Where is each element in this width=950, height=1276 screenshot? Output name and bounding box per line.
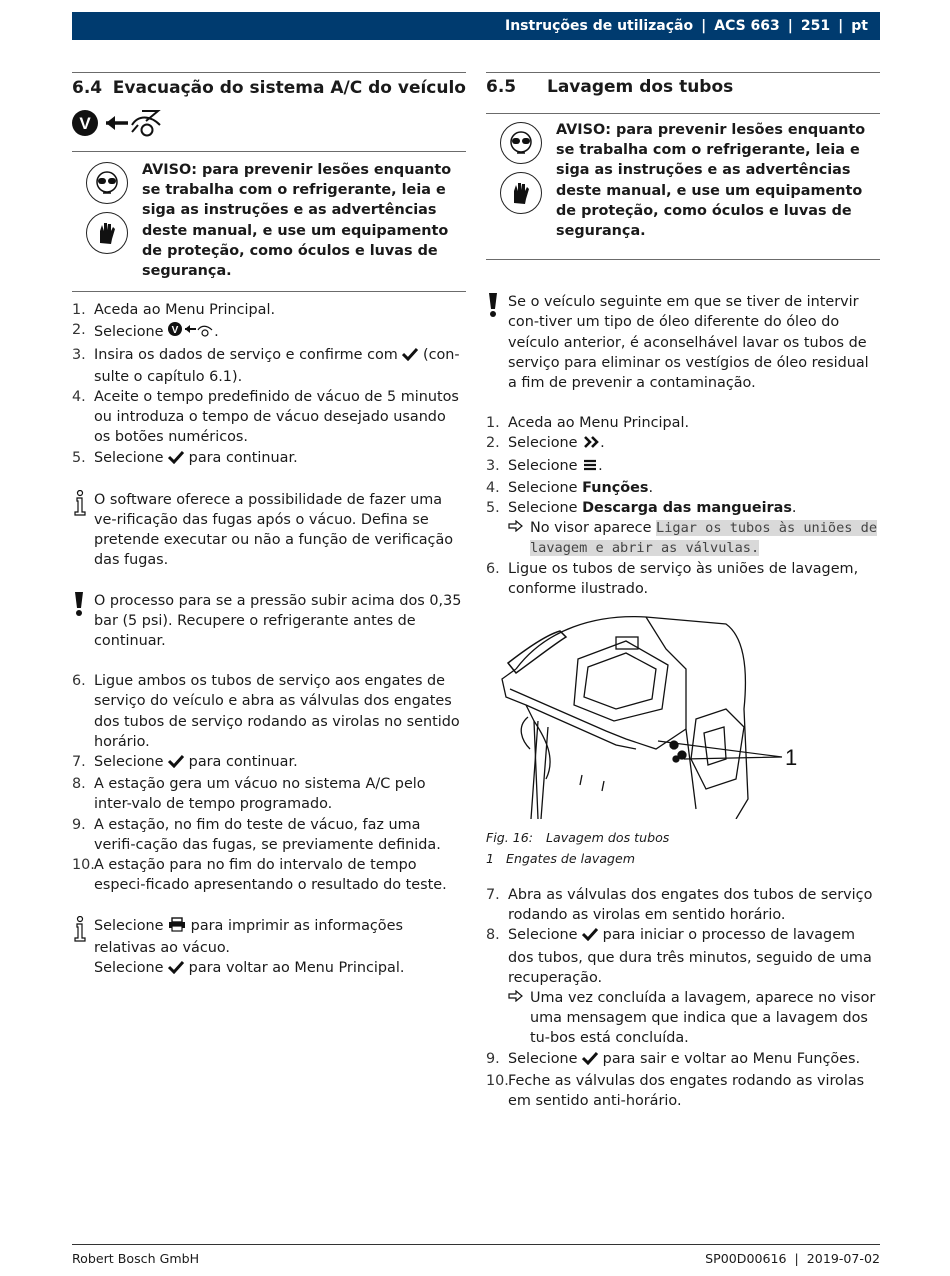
header-text: Instruções de utilização | ACS 663 | 251 | pt [505, 18, 868, 34]
left-column [72, 72, 466, 980]
header-title: Instruções de utilização [505, 18, 694, 34]
info-icon [72, 490, 94, 571]
list-item: 9. A estação, no fim do teste de vácuo, faz uma verifi-cação das fugas, se previamente definida. [72, 816, 441, 853]
check-icon [402, 347, 418, 367]
display-message: Ligar os tubos às uniões de lavagem e abrir as válvulas. [530, 520, 878, 557]
info-note [72, 490, 466, 571]
header-page-number: 251 [800, 18, 831, 34]
list-item: 10. A estação para no fim do intervalo de tempo especi-ficado apresentando o resultado do teste. [72, 857, 447, 894]
footer-doc-id: SP00D00616 [705, 1251, 787, 1266]
info-note-final: Selecione para imprimir as informações relativas ao vácuo. Selecione para voltar ao Menu Principal. [72, 916, 466, 981]
check-icon [168, 960, 184, 980]
svg-text:V: V [79, 114, 91, 133]
safety-gloves-icon [500, 172, 542, 214]
section-heading-6-4 [72, 72, 466, 105]
attention-note [486, 292, 880, 393]
step-result: Uma vez concluída a lavagem, aparece no visor uma mensagem que indica que a lavagem dos tu-bos está concluída. [508, 988, 880, 1049]
list-item: 1. Aceda ao Menu Principal. [72, 302, 276, 319]
footer-date: 2019-07-02 [806, 1251, 880, 1266]
vacuum-mode-icon [72, 107, 466, 147]
safety-gloves-icon [86, 212, 128, 254]
result-arrow-icon [508, 518, 530, 558]
check-icon [582, 927, 598, 947]
check-icon [582, 1051, 598, 1071]
figure-illustration [486, 609, 880, 819]
list-item: 6. Ligue os tubos de serviço às uniões de lavagem, conforme ilustrado. [486, 560, 859, 597]
menu-lines-icon [582, 458, 598, 478]
list-item: 7. Selecione para continuar. [72, 752, 466, 774]
list-item: 1. Aceda ao Menu Principal. [486, 415, 690, 432]
page-header-bar [72, 12, 880, 40]
figure-caption [486, 827, 880, 848]
list-item: 3. Insira os dados de serviço e confirme com (con-sulte o capítulo 6.1). [72, 346, 460, 385]
list-item: 7. Abra as válvulas dos engates dos tubos de serviço rodando as virolas em sentido horário. [486, 887, 873, 924]
check-icon [168, 754, 184, 774]
footer-company: Robert Bosch GmbH [72, 1251, 200, 1266]
printer-icon [168, 917, 186, 938]
section-title: Evacuação do sistema A/C do veículo [112, 78, 466, 98]
list-item: 5. Selecione Descarga das mangueiras. [486, 500, 797, 517]
list-item: 4. Aceite o tempo predefinido de vácuo de 5 minutos ou introduza o tempo de vácuo desejado usando os botões numéricos. [72, 389, 459, 446]
right-column [486, 72, 880, 1111]
steps-list-a [72, 300, 466, 470]
warning-box [486, 114, 880, 260]
warning-box [72, 151, 466, 292]
section-number: 6.4 [72, 78, 103, 98]
header-language: pt [851, 18, 868, 34]
list-item: 4. Selecione Funções. [486, 479, 654, 496]
step-result: No visor aparece Ligar os tubos às uniões de lavagem e abrir as válvulas. [508, 518, 880, 558]
exclamation-icon [72, 591, 94, 652]
attention-note-text: O processo para se a pressão subir acima dos 0,35 bar (5 psi). Recupere o refrigerante antes de continuar. [94, 592, 462, 650]
section-number: 6.5 [486, 77, 517, 97]
caption-label: Fig. 16: [486, 830, 534, 846]
exclamation-icon [486, 292, 508, 393]
safety-goggles-icon [500, 122, 542, 164]
section-title: Lavagem dos tubos [547, 77, 734, 97]
safety-goggles-icon [86, 162, 128, 204]
attention-note-text: Se o veículo seguinte em que se tiver de intervir con-tiver um tipo de óleo diferente do óleo do veículo anterior, é aconselhável lavar os tubos de serviço para eliminar os vestígios de óleo residual a fim de prevenir a contaminação. [508, 294, 869, 392]
list-item: 9. Selecione para sair e voltar ao Menu Funções. [486, 1049, 880, 1071]
section-heading-6-5 [486, 72, 880, 114]
warning-text: AVISO: para prevenir lesões enquanto se trabalha com o refrigerante, leia e siga as instruções e as advertências deste manual, e use um equipamento de proteção, como óculos e luvas de segurança. [142, 162, 452, 280]
list-item: 2. Selecione . [486, 433, 880, 455]
steps-list-b [486, 885, 880, 988]
list-item: 2. Selecione V . [72, 320, 466, 344]
footer-divider [72, 1244, 880, 1245]
list-item: 6. Ligue ambos os tubos de serviço aos engates de serviço do veículo e abra as válvulas dos engates dos tubos de serviço rodando as virolas no sentido horário. [72, 673, 460, 750]
double-chevron-right-icon [582, 435, 600, 455]
result-arrow-icon [508, 988, 530, 1049]
warning-text: AVISO: para prevenir lesões enquanto se trabalha com o refrigerante, leia e siga as instruções e as advertências deste manual, e use um equipamento de proteção, como óculos e luvas de segurança. [556, 122, 866, 240]
check-icon [168, 450, 184, 470]
list-item: 5. Selecione para continuar. [72, 448, 466, 470]
list-item: 8. A estação gera um vácuo no sistema A/C pelo inter-valo de tempo programado. [72, 776, 426, 813]
info-note-text: O software oferece a possibilidade de fazer uma ve-rificação das fugas após o vácuo. Defina se pretende executar ou não a função de verificação das fugas. [94, 491, 454, 569]
list-item: 8. Selecione para iniciar o processo de lavagem dos tubos, que dura três minutos, seguido de uma recuperação. [486, 927, 872, 986]
steps-list-c [486, 1049, 880, 1112]
figure-callout-1: 1 [785, 745, 798, 771]
header-model: ACS 663 [714, 18, 780, 34]
list-item: 10. Feche as válvulas dos engates rodando as virolas em sentido anti-horário. [486, 1072, 865, 1110]
svg-text:V: V [171, 325, 179, 337]
figure-16 [486, 609, 880, 869]
figure-legend: 1 Engates de lavagem [486, 851, 636, 867]
footer-doc-info: SP00D00616 | 2019-07-02 [705, 1251, 880, 1266]
list-item: 3. Selecione . [486, 456, 880, 478]
steps-list-a [486, 413, 880, 518]
vacuum-mode-icon [168, 320, 214, 344]
steps-list-b [72, 671, 466, 895]
info-icon [72, 916, 94, 981]
caption-text: Lavagem dos tubos [546, 830, 670, 846]
step-6 [486, 559, 880, 599]
attention-note [72, 591, 466, 652]
